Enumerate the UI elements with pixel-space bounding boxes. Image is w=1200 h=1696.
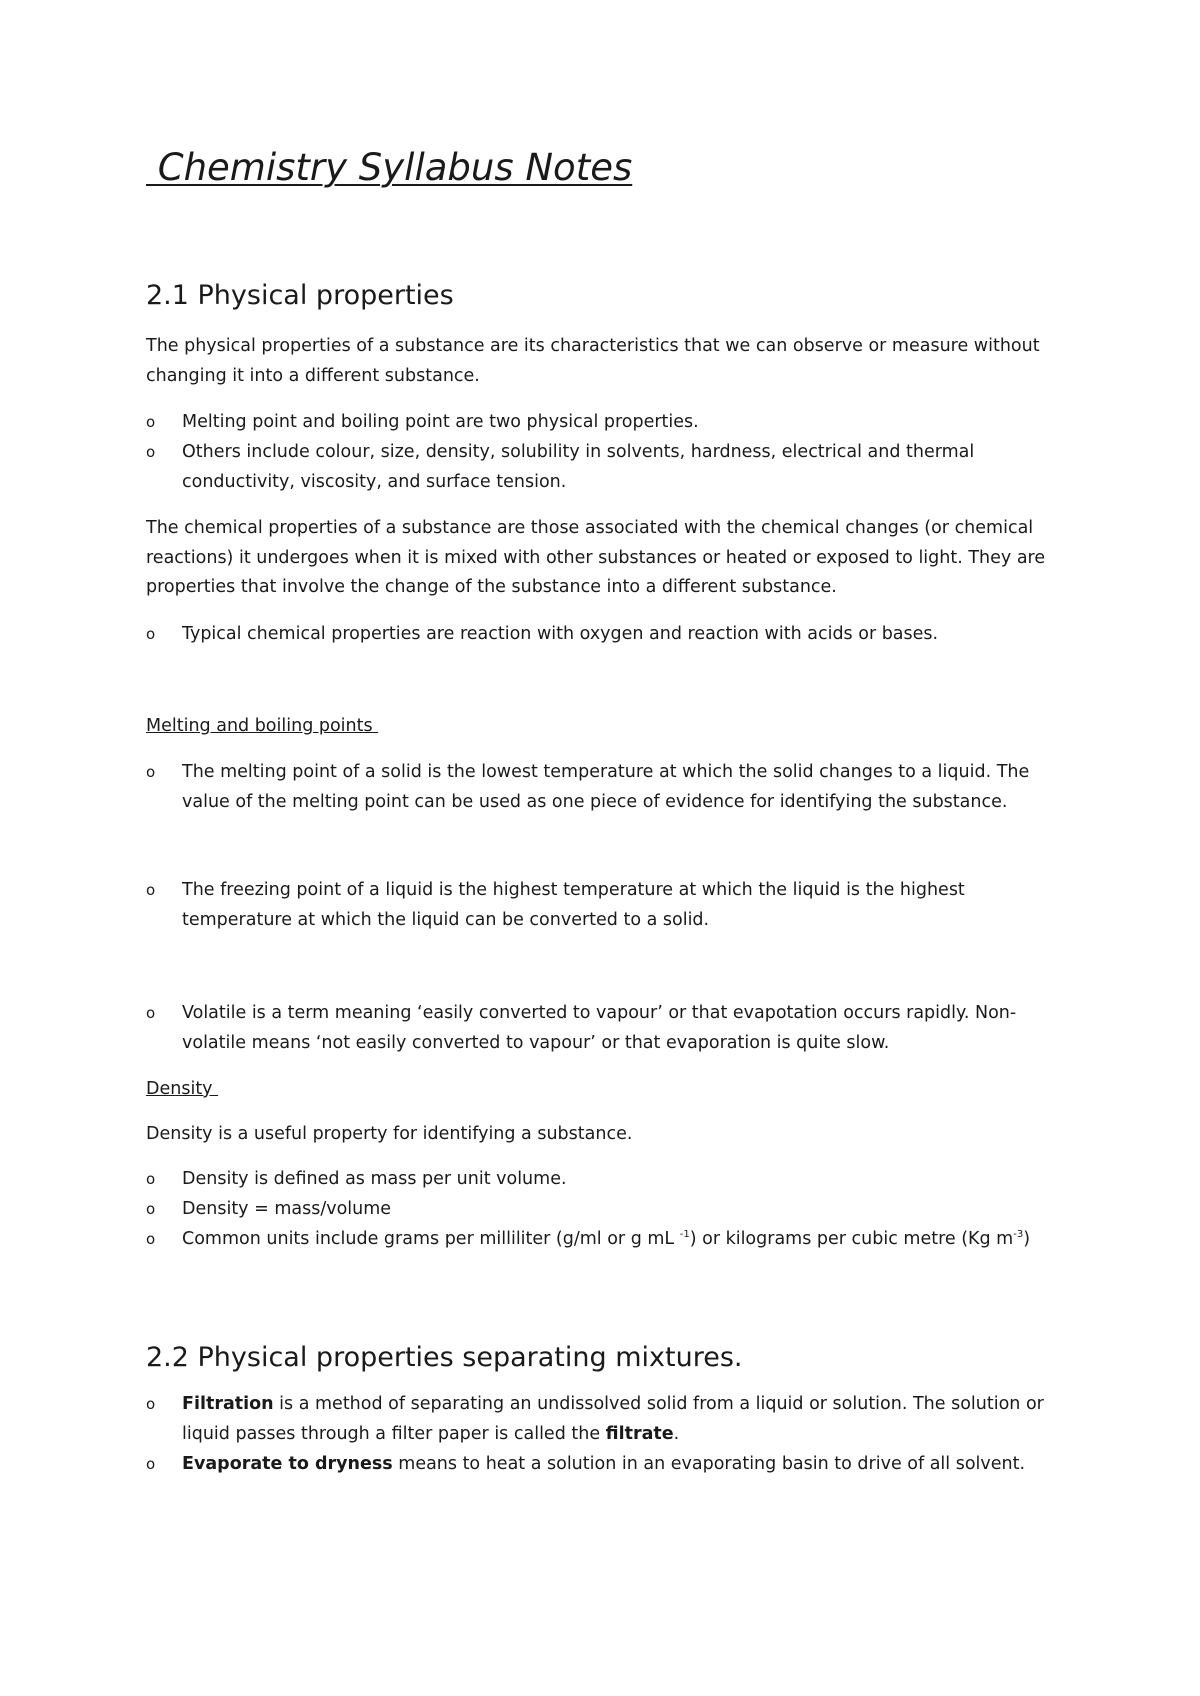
section-heading-separating-mixtures: 2.2 Physical properties separating mixtures. (146, 1342, 743, 1373)
bullet-marker: o (146, 443, 156, 461)
bullet-marker: o (146, 1455, 156, 1473)
list-item-text: Density = mass/volume (182, 1199, 392, 1219)
list-item-text: Volatile is a term meaning ‘easily converted to vapour’ or that evapotation occurs rapidly. Non-volatile means ‘not easily converted to vapour’ or that evaporation is quite slow. (182, 1003, 1017, 1053)
bullet-marker: o (146, 1170, 156, 1188)
section-heading-physical-properties: 2.1 Physical properties (146, 280, 454, 311)
list-item-text: Typical chemical properties are reaction with oxygen and reaction with acids or bases. (182, 624, 939, 644)
units-superscript-1: -1 (679, 1229, 690, 1241)
units-text-3: ) (1023, 1229, 1031, 1249)
list-item-filtration (182, 1390, 1066, 1449)
term-filtration: Filtration (182, 1394, 274, 1414)
paragraph-chemical-properties: The chemical properties of a substance are those associated with the chemical changes (or chemical reactions) it undergoes when it is mixed with other substances or heated or exposed to light. They are properties that involve the change of the substance into a different substance. (146, 518, 1046, 597)
bullet-marker: o (146, 625, 156, 643)
filtration-text-2: . (673, 1423, 680, 1444)
bullet-marker: o (146, 1395, 156, 1413)
bullet-marker: o (146, 763, 156, 781)
subheading-melting-boiling: Melting and boiling points (146, 716, 379, 736)
units-superscript-2: -3 (1013, 1229, 1024, 1241)
filtration-text-1: is a method of separating an undissolved solid from a liquid or solution. The solution or liquid passes through a filter paper is called the (182, 1394, 1044, 1444)
list-item-text: The freezing point of a liquid is the highest temperature at which the liquid is the highest temperature at which the liquid can be converted to a solid. (182, 880, 965, 930)
list-item-text: Melting point and boiling point are two physical properties. (182, 412, 699, 432)
paragraph-density-intro: Density is a useful property for identifying a substance. (146, 1124, 633, 1144)
evaporate-text: means to heat a solution in an evaporating basin to drive of all solvent. (392, 1454, 1026, 1474)
bullet-marker: o (146, 1230, 156, 1248)
list-item-text: Density is defined as mass per unit volume. (182, 1169, 567, 1189)
bullet-marker: o (146, 1200, 156, 1218)
subheading-density: Density (146, 1079, 219, 1099)
units-text-1: Common units include grams per milliliter (g/ml or g mL (182, 1229, 680, 1249)
term-evaporate-to-dryness: Evaporate to dryness (182, 1454, 393, 1474)
units-text-2: ) or kilograms per cubic metre (Kg m (689, 1229, 1014, 1249)
paragraph-physical-intro: The physical properties of a substance are its characteristics that we can observe or measure without changing it into a different substance. (146, 336, 1040, 386)
list-item-text: Others include colour, size, density, solubility in solvents, hardness, electrical and thermal conductivity, viscosity, and surface tension. (182, 442, 975, 492)
list-item-units (182, 1225, 1066, 1255)
bullet-marker: o (146, 1004, 156, 1022)
bullet-marker: o (146, 413, 156, 431)
term-filtrate: filtrate (605, 1423, 674, 1444)
document-title: Chemistry Syllabus Notes (146, 146, 633, 189)
bullet-marker: o (146, 881, 156, 899)
list-item-evaporate (182, 1450, 1066, 1480)
list-item-text: The melting point of a solid is the lowest temperature at which the solid changes to a liquid. The value of the melting point can be used as one piece of evidence for identifying the substance. (182, 762, 1030, 812)
